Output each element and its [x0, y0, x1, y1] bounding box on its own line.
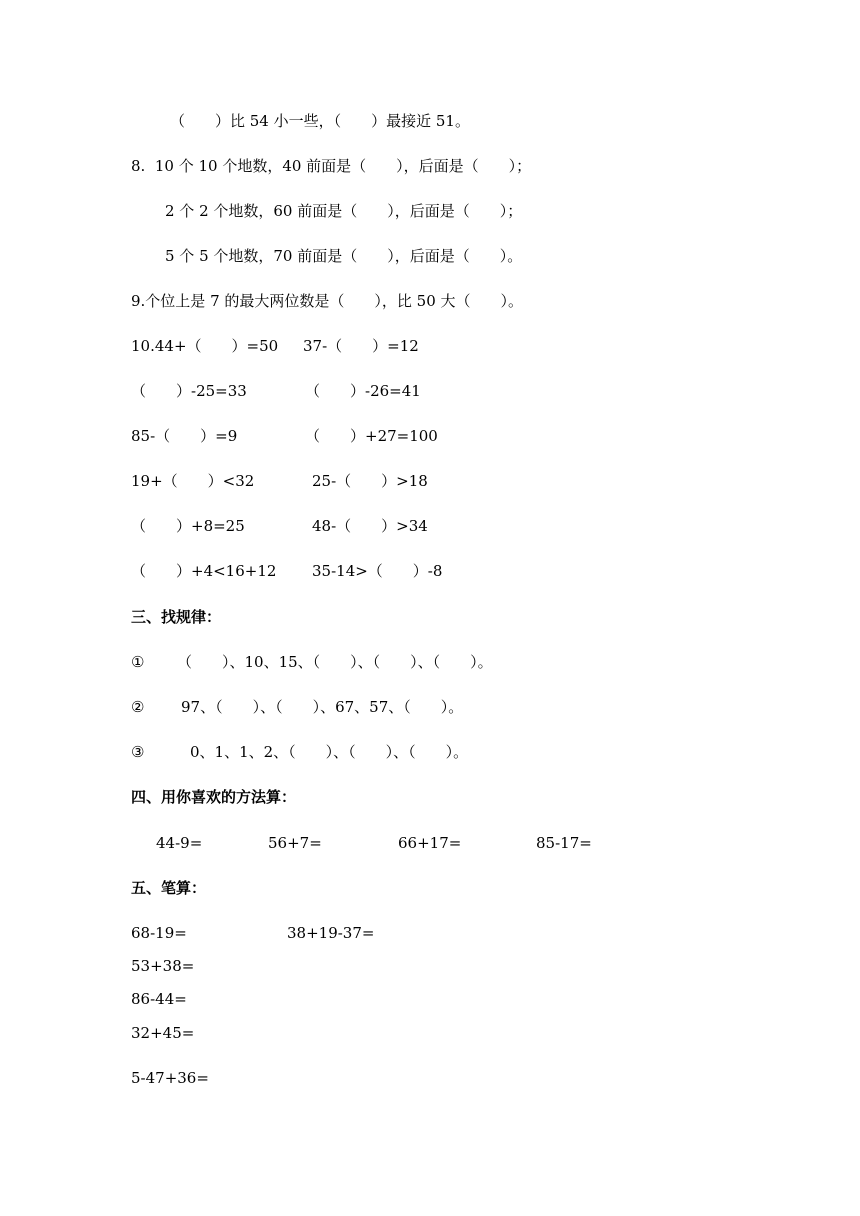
q8-line-1: 8. 10 个 10 个地数，40 前面是（ ），后面是（ ）； [131, 157, 532, 175]
q10-row-3-left: 85-（ ）=9 [131, 427, 238, 445]
q10-row-5-right: 48-（ ）>34 [312, 517, 428, 535]
q10-row-4-right: 25-（ ）>18 [312, 472, 428, 490]
pattern-3-text: 0、1、1、2、（ ）、（ ）、（ ）。 [190, 743, 469, 761]
pattern-1-text: （ ）、10、15、（ ）、（ ）、（ ）。 [177, 653, 493, 671]
q10-row-2-left: （ ）-25=33 [131, 382, 247, 400]
written-calc-2: 53+38= [131, 957, 195, 975]
pattern-3-mark: ③ [131, 743, 145, 761]
q7-continuation: （ ）比 54 小一些，（ ）最接近 51。 [170, 112, 470, 130]
calc-2: 56+7= [268, 834, 322, 852]
written-calc-4: 32+45= [131, 1024, 195, 1042]
q10-row-5-left: （ ）+8=25 [131, 517, 245, 535]
calc-1: 44-9= [156, 834, 203, 852]
q10-row-6-right: 35-14>（ ）-8 [312, 562, 443, 580]
q9-line: 9.个位上是 7 的最大两位数是（ ），比 50 大（ ）。 [131, 292, 524, 310]
written-calc-6: 38+19-37= [287, 924, 375, 942]
q10-row-1-left: 10.44+（ ）=50 [131, 337, 279, 355]
section-3-title: 三、找规律： [131, 608, 222, 626]
written-calc-3: 86-44= [131, 990, 187, 1008]
q10-row-1-right: 37-（ ）=12 [303, 337, 419, 355]
section-4-title: 四、用你喜欢的方法算： [131, 788, 297, 806]
q10-row-3-right: （ ）+27=100 [305, 427, 438, 445]
calc-3: 66+17= [398, 834, 462, 852]
q10-row-2-right: （ ）-26=41 [305, 382, 421, 400]
q8-line-2: 2 个 2 个地数，60 前面是（ ），后面是（ ）； [165, 202, 523, 220]
pattern-2-mark: ② [131, 698, 145, 716]
q10-row-6-left: （ ）+4<16+12 [131, 562, 277, 580]
written-calc-5: 5-47+36= [131, 1069, 209, 1087]
section-5-title: 五、笔算： [131, 879, 207, 897]
pattern-2-text: 97、（ ）、（ ）、67、57、（ ）。 [181, 698, 464, 716]
q10-row-4-left: 19+（ ）<32 [131, 472, 255, 490]
written-calc-1: 68-19= [131, 924, 187, 942]
q8-line-3: 5 个 5 个地数，70 前面是（ ），后面是（ ）。 [165, 247, 523, 265]
pattern-1-mark: ① [131, 653, 145, 671]
calc-4: 85-17= [536, 834, 592, 852]
